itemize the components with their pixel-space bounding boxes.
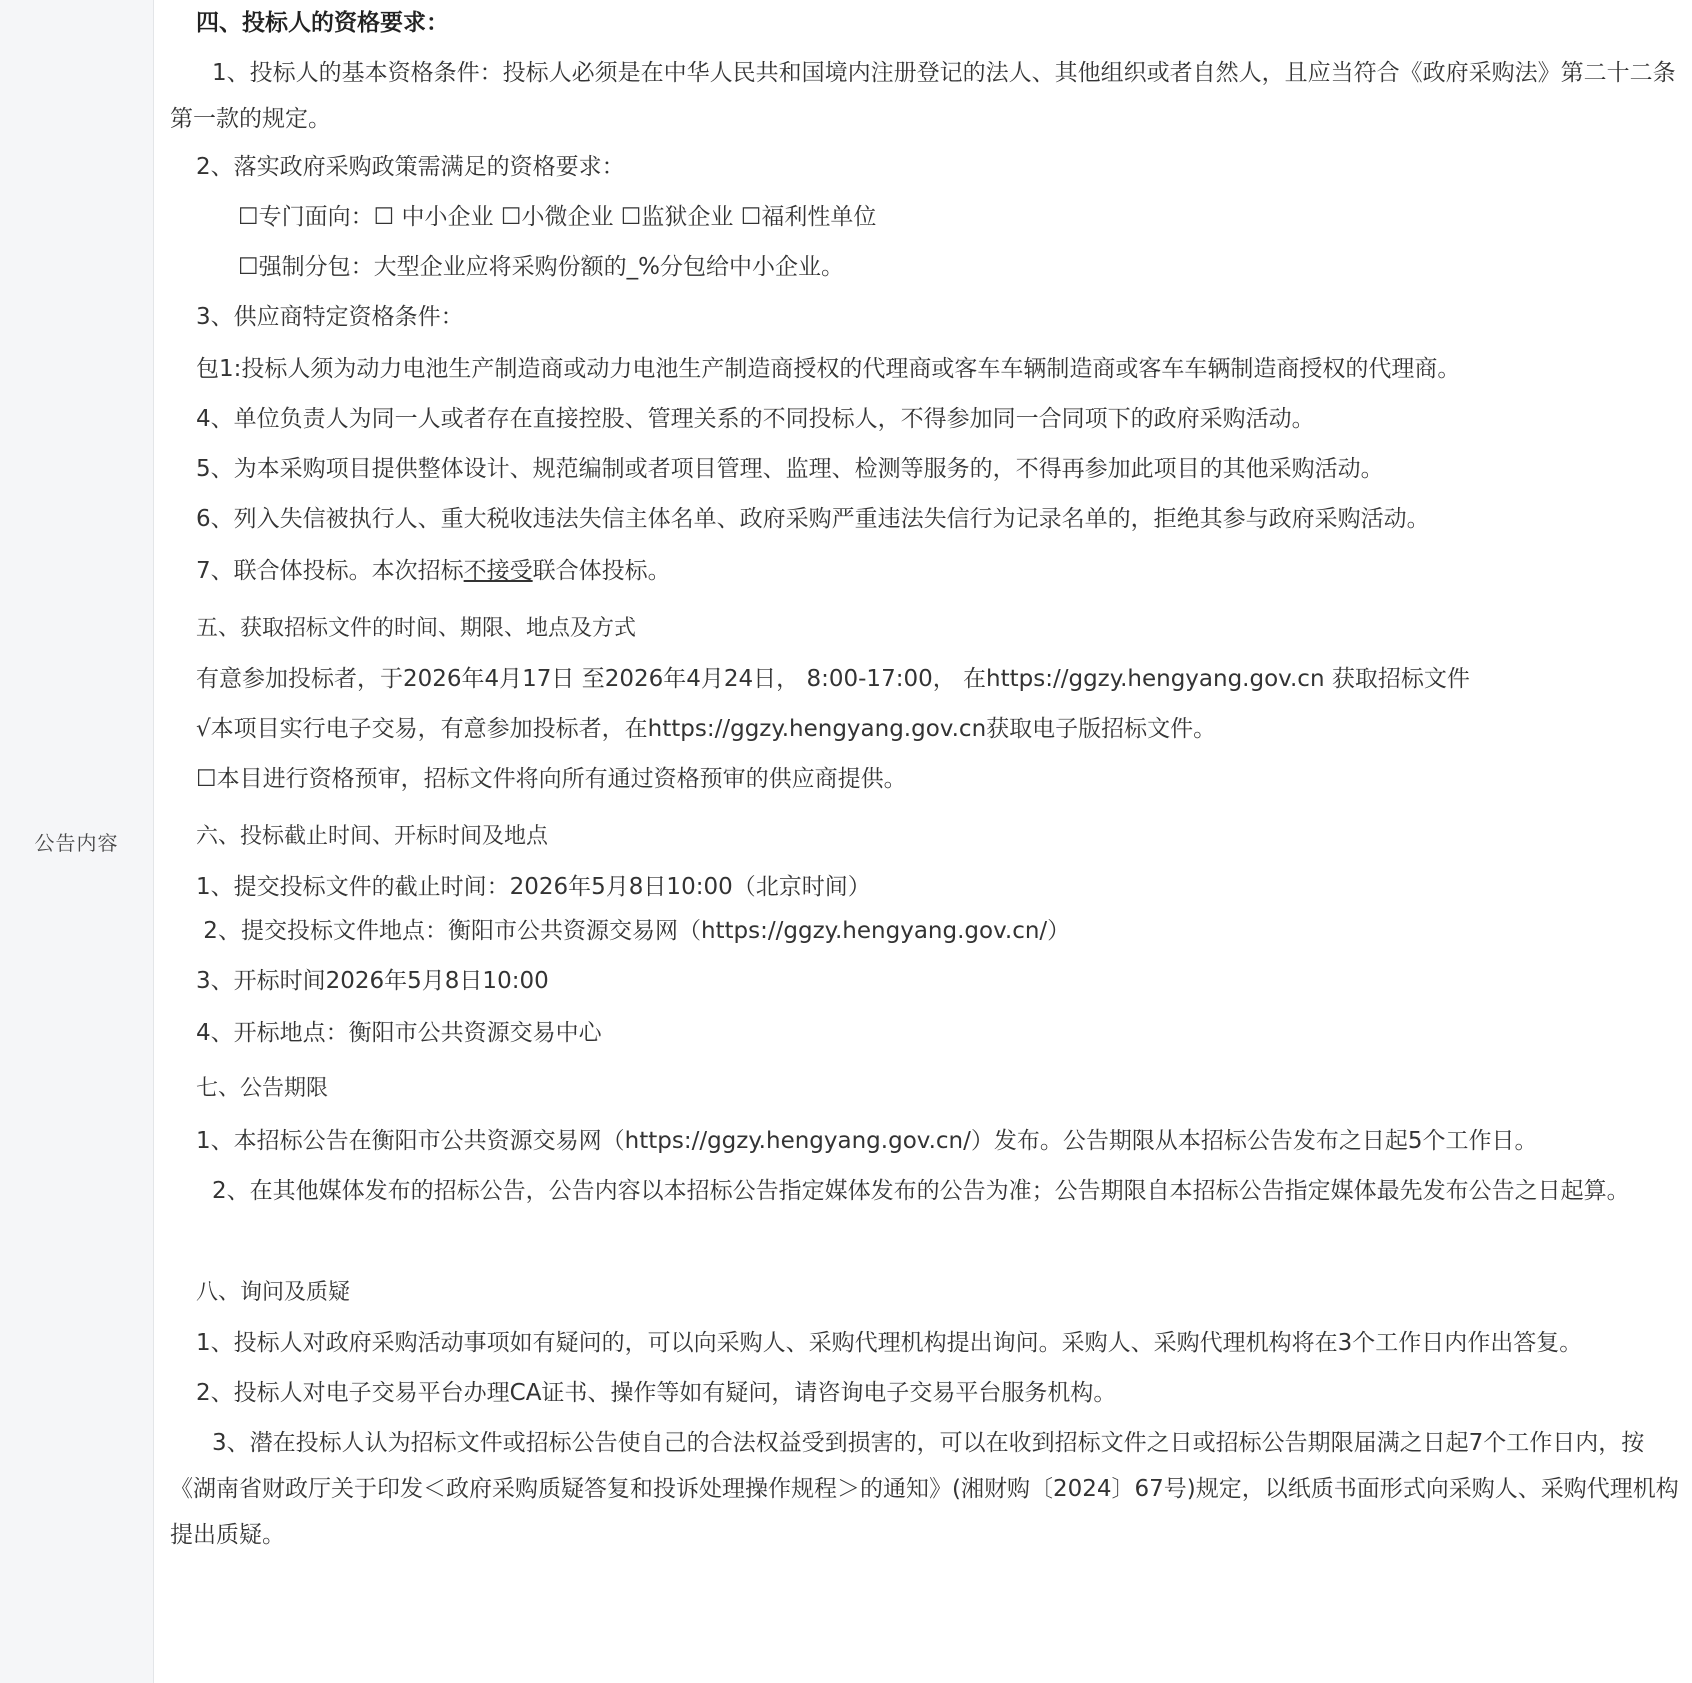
section-4-title: 四、投标人的资格要求： [196,10,449,36]
section-5-p2: √本项目实行电子交易，有意参加投标者，在https://ggzy.hengyang.gov.cn获取电子版招标文件。 [196,716,1217,742]
section-5-p1: 有意参加投标者，于2026年4月17日 至2026年4月24日， 8:00-17:00， 在https://ggzy.hengyang.gov.cn 获取招标文件 [196,666,1470,692]
section-8-p1: 1、投标人对政府采购活动事项如有疑问的，可以向采购人、采购代理机构提出询问。采购人、采购代理机构将在3个工作日内作出答复。 [196,1330,1583,1356]
section-4-p7 [196,548,1680,594]
section-4-p3a: 包1:投标人须为动力电池生产制造商或动力电池生产制造商授权的代理商或客车车辆制造商或客车车辆制造商授权的代理商。 [196,356,1461,382]
p7-suffix: 联合体投标。 [532,558,671,584]
section-4-p6: 6、列入失信被执行人、重大税收违法失信主体名单、政府采购严重违法失信行为记录名单的，拒绝其参与政府采购活动。 [196,506,1430,532]
p7-underlined: 不接受 [463,558,533,584]
section-7-p2: 2、在其他媒体发布的招标公告，公告内容以本招标公告指定媒体发布的公告为准；公告期限自本招标公告指定媒体最先发布公告之日起算。 [212,1178,1630,1204]
section-4-p2b: ☐强制分包：大型企业应将采购份额的_%分包给中小企业。 [238,254,844,280]
section-4-p5: 5、为本采购项目提供整体设计、规范编制或者项目管理、监理、检测等服务的，不得再参加此项目的其他采购活动。 [196,456,1384,482]
section-4-p1: 1、投标人的基本资格条件：投标人必须是在中华人民共和国境内注册登记的法人、其他组织或者自然人，且应当符合《政府采购法》第二十二条第一款的规定。 [170,60,1676,132]
section-4-p3: 3、供应商特定资格条件： [196,304,464,330]
notice-content [154,0,1692,1683]
section-6-p4: 4、开标地点：衡阳市公共资源交易中心 [196,1020,602,1046]
section-5-title: 五、获取招标文件的时间、期限、地点及方式 [196,616,637,641]
section-6-p3: 3、开标时间2026年5月8日10:00 [196,968,549,994]
sidebar-label-cell [0,0,154,1683]
section-6-p2: 2、提交投标文件地点：衡阳市公共资源交易网（https://ggzy.hengyang.gov.cn/） [196,918,1071,944]
section-4-p2: 2、落实政府采购政策需满足的资格要求： [196,154,625,180]
section-6-title: 六、投标截止时间、开标时间及地点 [196,824,549,849]
section-8-p2: 2、投标人对电子交易平台办理CA证书、操作等如有疑问，请咨询电子交易平台服务机构。 [196,1380,1117,1406]
section-4-p2a: ☐专门面向：☐ 中小企业 ☐小微企业 ☐监狱企业 ☐福利性单位 [238,204,877,230]
sidebar-label: 公告内容 [34,831,119,855]
section-8-title: 八、询问及质疑 [196,1280,351,1305]
section-7-title: 七、公告期限 [196,1076,329,1101]
section-4-p4: 4、单位负责人为同一人或者存在直接控股、管理关系的不同投标人，不得参加同一合同项下的政府采购活动。 [196,406,1315,432]
p7-prefix: 7、联合体投标。本次招标 [196,558,464,584]
section-6-p1: 1、提交投标文件的截止时间：2026年5月8日10:00（北京时间） [196,874,871,900]
section-7-p1: 1、本招标公告在衡阳市公共资源交易网（https://ggzy.hengyang.gov.cn/）发布。公告期限从本招标公告发布之日起5个工作日。 [196,1128,1538,1154]
section-5-p3: ☐本目进行资格预审，招标文件将向所有通过资格预审的供应商提供。 [196,766,907,792]
section-8-p3: 3、潜在投标人认为招标文件或招标公告使自己的合法权益受到损害的，可以在收到招标文件之日或招标公告期限届满之日起7个工作日内，按《湖南省财政厅关于印发＜政府采购质疑答复和投诉处理操作规程＞的通知》(湘财购〔2024〕67号)规定，以纸质书面形式向采购人、采购代理机构提出质疑。 [170,1430,1679,1548]
